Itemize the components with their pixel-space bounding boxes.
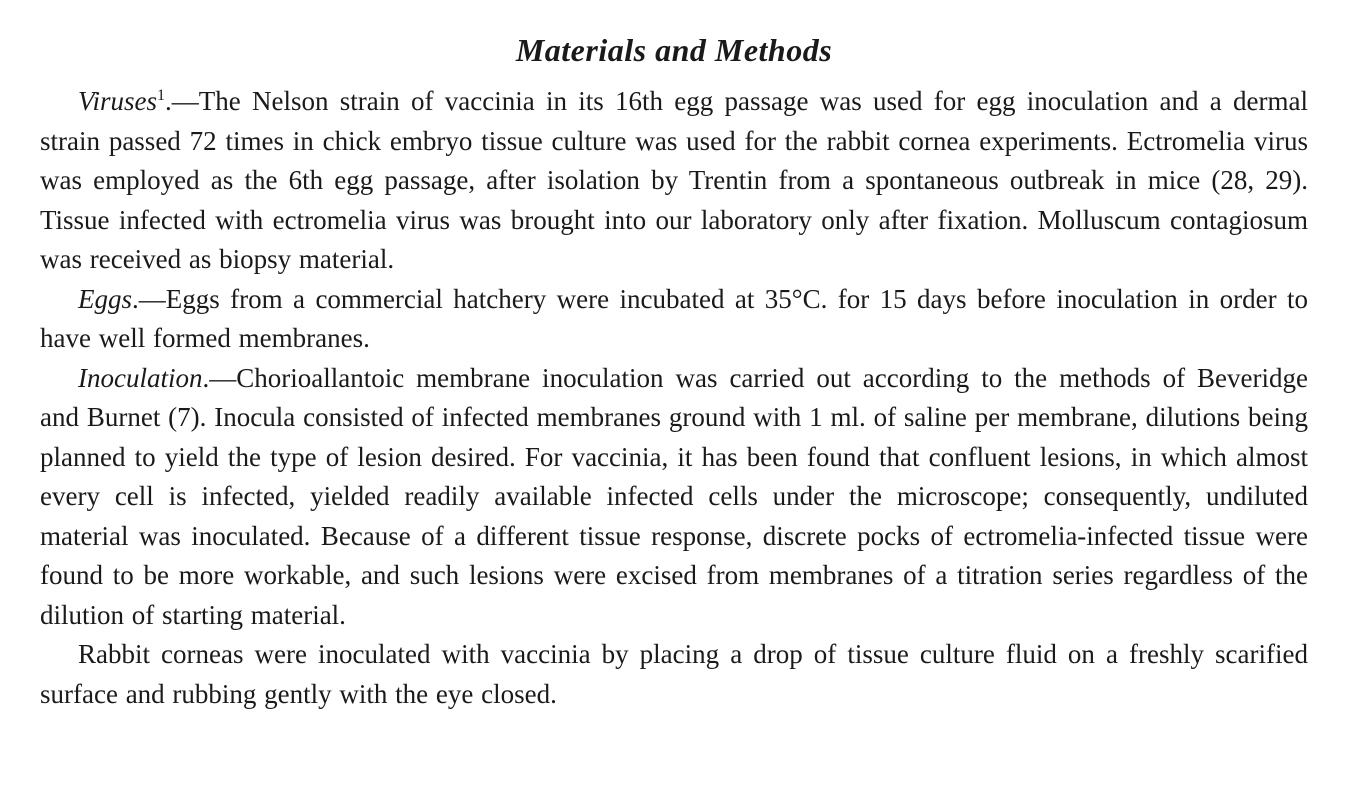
paragraph-viruses xyxy=(40,82,1308,280)
heading-separator: .— xyxy=(132,283,166,314)
heading-separator: .— xyxy=(202,362,237,393)
paragraph-inoculation xyxy=(40,359,1308,636)
paragraph-heading-eggs: Eggs xyxy=(78,283,132,314)
paragraph-rabbit-corneas xyxy=(40,635,1308,714)
paragraph-text-inoculation: Chorioallantoic membrane inoculation was carried out according to the methods of Beveridge and Burnet (7). Inocula consisted of infected membranes ground with 1 ml. of saline per membrane, dilutions being planned to yield the type of lesion desired. For vaccinia, it has been found that confluent lesions, in which almost every cell is infected, yielded readily available infected cells under the microscope; consequently, undiluted material was inoculated. Because of a different tissue response, discrete pocks of ectromelia-infected tissue were found to be more workable, and such lesions were excised from membranes of a titration series regardless of the dilution of starting material. xyxy=(40,362,1308,630)
footnote-marker: 1 xyxy=(157,87,165,104)
paragraph-text-eggs: Eggs from a commercial hatchery were incubated at 35°C. for 15 days before inoculation in order to have well formed membranes. xyxy=(40,283,1308,353)
paragraph-heading-viruses: Viruses xyxy=(78,86,157,116)
paragraph-heading-inoculation: Inoculation xyxy=(78,362,203,393)
paragraph-text-viruses: The Nelson strain of vaccinia in its 16th egg passage was used for egg inoculation and a dermal strain passed 72 times in chick embryo tissue culture was used for the rabbit cornea experiments. Ectromelia virus was employed as the 6th egg passage, after isolation by Trentin from a spontaneous outbreak in mice (28, 29). Tissue infected with ectromelia virus was brought into our laboratory only after fixation. Molluscum contagiosum was received as biopsy material. xyxy=(40,86,1308,274)
document-page xyxy=(40,30,1308,714)
section-title: Materials and Methods xyxy=(515,32,833,68)
paragraph-text-rabbit-corneas: Rabbit corneas were inoculated with vaccinia by placing a drop of tissue culture fluid on a freshly scarified surface and rubbing gently with the eye closed. xyxy=(40,639,1308,709)
paragraph-eggs xyxy=(40,280,1308,359)
heading-separator: .— xyxy=(165,86,199,116)
